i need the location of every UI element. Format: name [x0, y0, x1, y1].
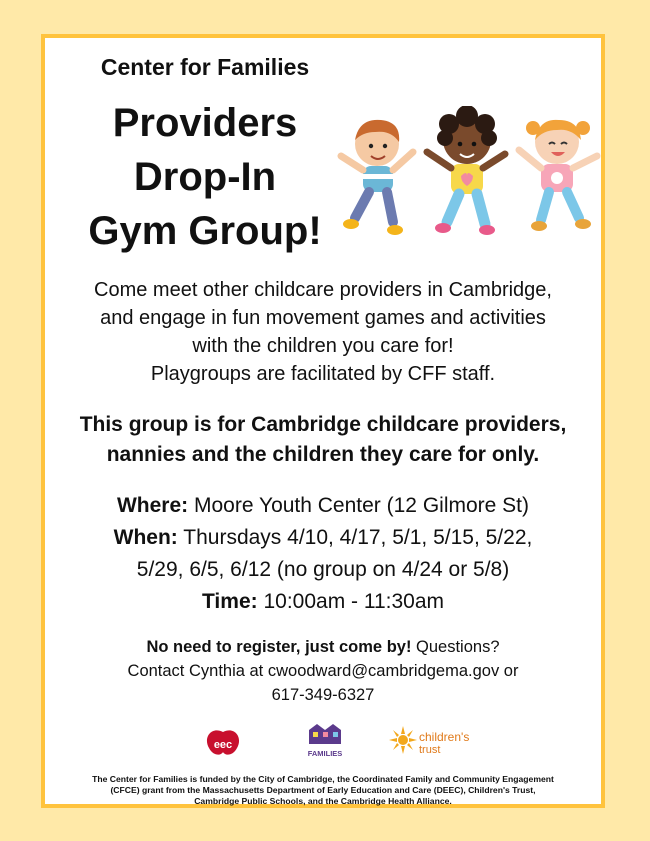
- cff-logo-icon: [303, 720, 349, 762]
- ct-logo-line-2: trust: [419, 744, 441, 756]
- footer-line: Cambridge Public Schools, and the Cambridge Health Alliance.: [194, 796, 452, 806]
- where-value: Moore Youth Center (12 Gilmore St): [188, 494, 530, 517]
- child-3-icon: [519, 120, 597, 231]
- flyer-card: [41, 34, 605, 808]
- when-row-continued: 5/29, 6/5, 6/12 (no group on 4/24 or 5/8): [136, 558, 510, 581]
- when-row: [45, 522, 601, 554]
- childrens-trust-logo-icon: [389, 724, 479, 760]
- audience-line: nannies and the children they care for only.: [106, 443, 540, 466]
- where-row: [45, 490, 601, 522]
- contact-email-line[interactable]: Contact Cynthia at cwoodward@cambridgema.gov or: [127, 662, 519, 680]
- intro-line: Come meet other childcare providers in Cambridge,: [94, 279, 552, 301]
- contact-line-1: [45, 635, 601, 659]
- org-name: Center for Families: [100, 54, 310, 80]
- intro-text: [45, 276, 601, 388]
- time-value: 10:00am - 11:30am: [257, 590, 445, 613]
- eec-logo-icon: [203, 728, 243, 758]
- child-1-icon: [341, 120, 413, 235]
- no-register-note: No need to register, just come by!: [146, 638, 412, 656]
- eec-logo-text: eec: [213, 739, 233, 751]
- title-line-2: Drop-In: [133, 155, 277, 199]
- event-details: [45, 490, 601, 618]
- intro-line: with the children you care for!: [192, 335, 454, 357]
- when-label: When:: [113, 526, 178, 549]
- when-value: Thursdays 4/10, 4/17, 5/1, 5/15, 5/22,: [177, 526, 533, 549]
- intro-line: Playgroups are facilitated by CFF staff.: [150, 363, 496, 385]
- audience-line: This group is for Cambridge childcare providers,: [79, 413, 567, 436]
- title-line-1: Providers: [112, 101, 298, 145]
- ct-logo-line-1: children's: [419, 730, 470, 744]
- jumping-children-illustration: [335, 106, 605, 246]
- questions-text: Questions?: [411, 638, 500, 656]
- sponsor-logos: [45, 724, 601, 764]
- contact-info: [45, 635, 601, 707]
- footer-line: (CFCE) grant from the Massachusetts Department of Early Education and Care (DEEC), Children's Trust,: [110, 785, 536, 795]
- funding-footer: [51, 774, 595, 807]
- audience-notice: [45, 410, 601, 470]
- where-label: Where:: [116, 494, 189, 517]
- intro-line: and engage in fun movement games and activities: [100, 307, 546, 329]
- title-line-3: Gym Group!: [88, 209, 322, 253]
- time-row: [45, 586, 601, 618]
- contact-phone[interactable]: 617-349-6327: [271, 686, 375, 704]
- flyer-title: [65, 96, 345, 258]
- child-2-icon: [427, 106, 505, 235]
- time-label: Time:: [201, 590, 258, 613]
- footer-line: The Center for Families is funded by the City of Cambridge, the Coordinated Family and Community Engagement: [92, 774, 554, 784]
- cff-logo-text: FAMILIES: [307, 749, 343, 758]
